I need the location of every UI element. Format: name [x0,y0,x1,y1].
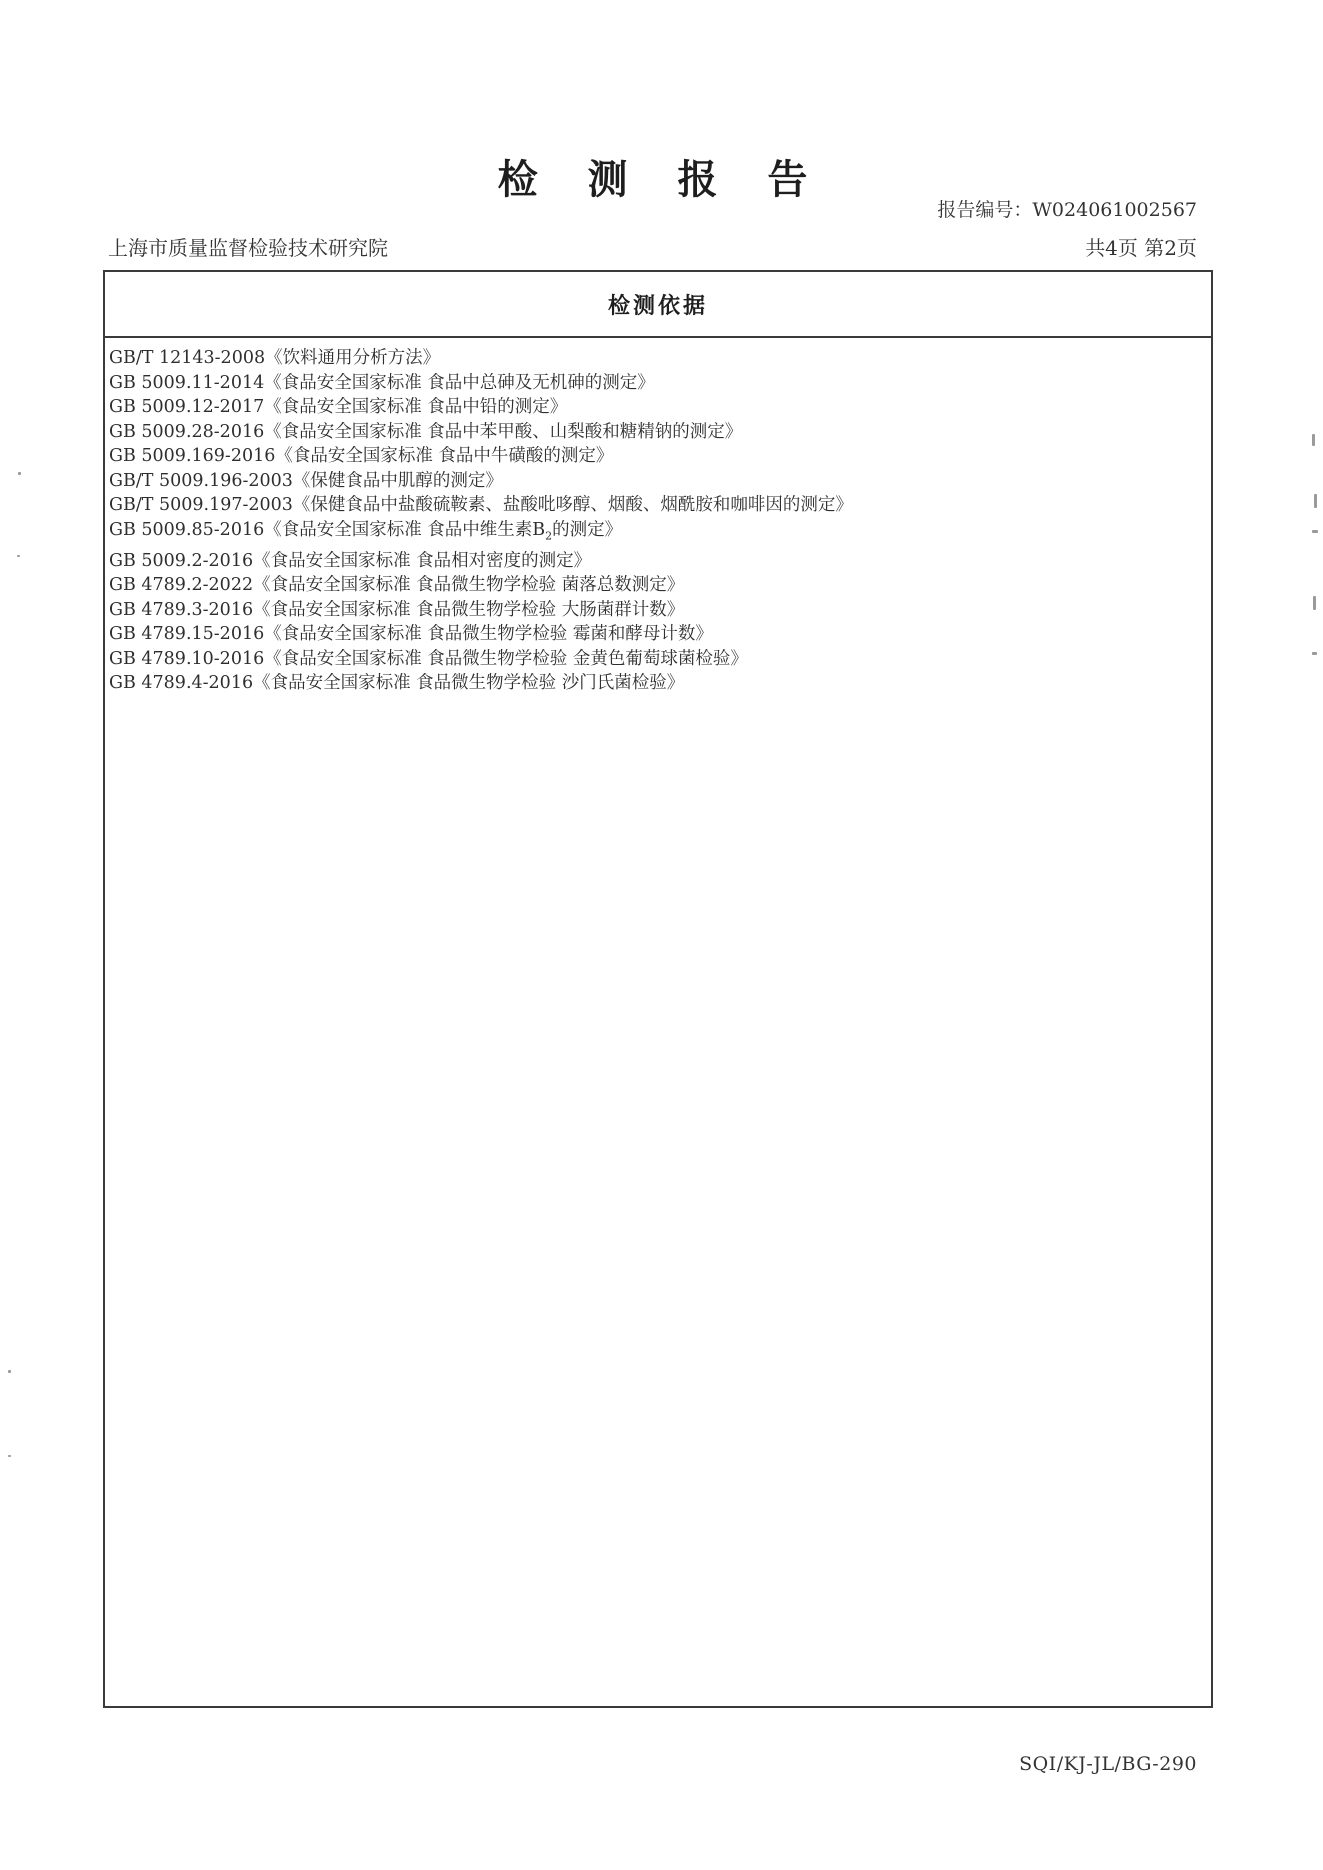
scan-mark [1314,494,1317,508]
basis-item: GB 4789.15-2016《食品安全国家标准 食品微生物学检验 霉菌和酵母计数》 [109,624,713,644]
report-number-label: 报告编号： [937,199,1033,221]
institute-name: 上海市质量监督检验技术研究院 [108,236,388,260]
basis-item-text: GB 5009.85-2016《食品安全国家标准 食品中维生素B [109,519,546,540]
basis-item-text-after: 的测定》 [552,519,623,540]
scan-mark [1313,596,1316,610]
report-number-value: W024061002567 [1032,199,1197,221]
basis-item: GB/T 5009.197-2003《保健食品中盐酸硫鞍素、盐酸吡哆醇、烟酸、烟酰胺和咖啡因的测定》 [109,495,853,515]
scan-mark [17,555,20,557]
report-title: 检 测 报 告 [497,157,826,203]
basis-item: GB 5009.12-2017《食品安全国家标准 食品中铅的测定》 [109,397,568,417]
scan-mark [18,472,21,475]
basis-item: GB 5009.28-2016《食品安全国家标准 食品中苯甲酸、山梨酸和糖精钠的测定》 [109,421,743,442]
page-info: 共4页 第2页 [1085,236,1197,260]
basis-item [109,518,1211,549]
basis-item: GB 4789.4-2016《食品安全国家标准 食品微生物学检验 沙门氏菌检验》 [109,673,685,693]
basis-list [105,338,1211,696]
basis-item: GB/T 12143-2008《饮料通用分析方法》 [109,348,441,368]
basis-item: GB/T 5009.196-2003《保健食品中肌醇的测定》 [109,470,503,491]
scan-mark [8,1455,11,1457]
form-code: SQI/KJ-JL/BG-290 [1019,1753,1197,1775]
basis-item: GB 5009.169-2016《食品安全国家标准 食品中牛磺酸的测定》 [109,446,614,466]
scan-mark [1312,434,1315,446]
basis-frame [103,270,1213,1708]
section-title: 检测依据 [105,272,1211,338]
basis-item: GB 4789.2-2022《食品安全国家标准 食品微生物学检验 菌落总数测定》 [109,575,685,595]
scan-mark [1312,652,1317,655]
report-number [937,195,1197,222]
scan-mark [8,1370,11,1373]
scan-mark [1312,530,1318,533]
basis-item: GB 4789.3-2016《食品安全国家标准 食品微生物学检验 大肠菌群计数》 [109,599,685,620]
basis-item: GB 5009.11-2014《食品安全国家标准 食品中总砷及无机砷的测定》 [109,372,655,393]
basis-item: GB 5009.2-2016《食品安全国家标准 食品相对密度的测定》 [109,550,592,571]
basis-item: GB 4789.10-2016《食品安全国家标准 食品微生物学检验 金黄色葡萄球菌检验》 [109,648,748,669]
basis-item-subscript: 2 [545,529,553,542]
